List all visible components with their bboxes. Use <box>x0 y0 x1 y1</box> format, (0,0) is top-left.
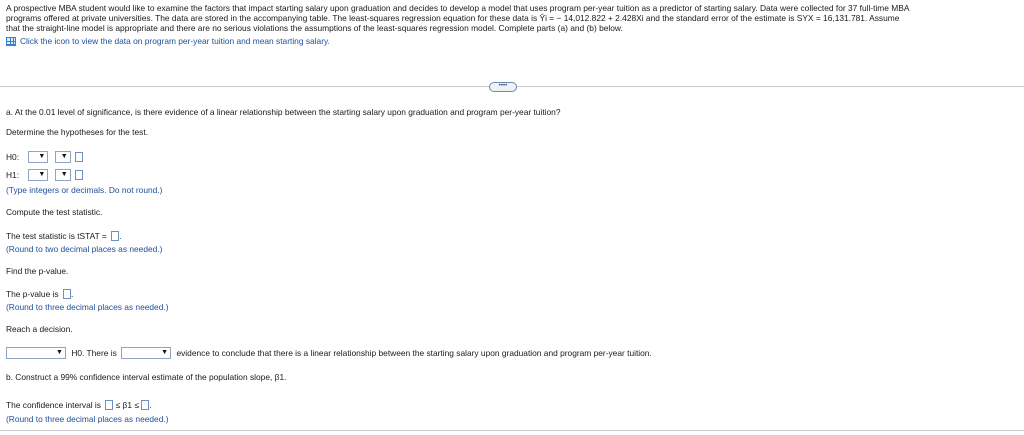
test-statistic-prompt: Compute the test statistic. <box>6 207 103 217</box>
intro-line-1: A prospective MBA student would like to examine the factors that impact starting salary upon graduation and decides to develop a model that uses program per-year tuition as a predictor of starting salary. Data were collected for 37 full-time MBA <box>6 3 910 13</box>
h1-label: H1: <box>6 169 20 180</box>
hypotheses-prompt: Determine the hypotheses for the test. <box>6 127 148 137</box>
p-value-hint: (Round to three decimal places as needed.) <box>6 302 169 312</box>
ci-hint: (Round to three decimal places as needed.) <box>6 414 169 424</box>
expand-button[interactable]: •••• <box>489 82 517 92</box>
ci-middle-text: ≤ β1 ≤ <box>115 399 139 410</box>
h1-parameter-dropdown[interactable] <box>28 169 48 181</box>
ci-lower-input[interactable] <box>105 400 113 410</box>
triangle-down-icon: ▼ <box>161 348 169 356</box>
h0-label: H0: <box>6 151 20 162</box>
decision-prompt: Reach a decision. <box>6 324 73 334</box>
intro-line-3: that the straight-line model is appropriate and there are no serious violations the assumptions of the least-squares regression model. Complete parts (a) and (b) below. <box>6 23 623 33</box>
triangle-down-icon: ▼ <box>38 152 46 160</box>
ci-label: The confidence interval is <box>6 399 101 410</box>
data-link-row[interactable] <box>6 36 330 46</box>
part-b-question: b. Construct a 99% confidence interval estimate of the population slope, β1. <box>6 372 287 382</box>
hypotheses-hint: (Type integers or decimals. Do not round.) <box>6 185 163 195</box>
h0-operator-dropdown[interactable] <box>55 151 71 163</box>
h0-parameter-dropdown[interactable] <box>28 151 48 163</box>
decision-reject-dropdown[interactable] <box>6 347 66 359</box>
triangle-down-icon: ▼ <box>60 170 68 178</box>
data-link-text[interactable]: Click the icon to view the data on program per-year tuition and mean starting salary. <box>20 36 330 46</box>
h0-value-input[interactable] <box>75 152 83 162</box>
ci-upper-input[interactable] <box>141 400 149 410</box>
p-value-input[interactable] <box>63 289 71 299</box>
intro-line-2: programs offered at private universities. The data are stored in the accompanying table. The least-squares regression equation for these data is Ŷi = − 14,012.822 + 2.428Xi and the standard error of the estimate is SYX = 16,131.781. Assume <box>6 13 900 23</box>
triangle-down-icon: ▼ <box>56 348 63 356</box>
decision-h0-text: H0. There is <box>71 347 117 358</box>
decision-row <box>6 345 652 360</box>
triangle-down-icon: ▼ <box>38 170 46 178</box>
part-a-question: a. At the 0.01 level of significance, is there evidence of a linear relationship between the starting salary upon graduation and program per-year tuition? <box>6 107 561 117</box>
h0-row <box>6 149 83 164</box>
p-value-prompt: Find the p-value. <box>6 266 69 276</box>
table-grid-icon[interactable] <box>6 37 16 46</box>
bottom-divider <box>0 430 1024 431</box>
test-statistic-hint: (Round to two decimal places as needed.) <box>6 244 163 254</box>
test-statistic-input[interactable] <box>111 231 119 241</box>
decision-conclusion-text: evidence to conclude that there is a linear relationship between the starting salary upon graduation and program per-year tuition. <box>176 347 652 358</box>
test-statistic-row: The test statistic is tSTAT = . <box>6 230 122 241</box>
h1-value-input[interactable] <box>75 170 83 180</box>
h1-operator-dropdown[interactable] <box>55 169 71 181</box>
p-value-label: The p-value is <box>6 288 59 299</box>
p-value-row: The p-value is . <box>6 288 74 299</box>
confidence-interval-row: The confidence interval is ≤ β1 ≤ . <box>6 399 152 410</box>
decision-evidence-dropdown[interactable] <box>121 347 171 359</box>
h1-row <box>6 167 83 182</box>
test-statistic-label: The test statistic is tSTAT = <box>6 230 107 241</box>
triangle-down-icon: ▼ <box>60 152 68 160</box>
